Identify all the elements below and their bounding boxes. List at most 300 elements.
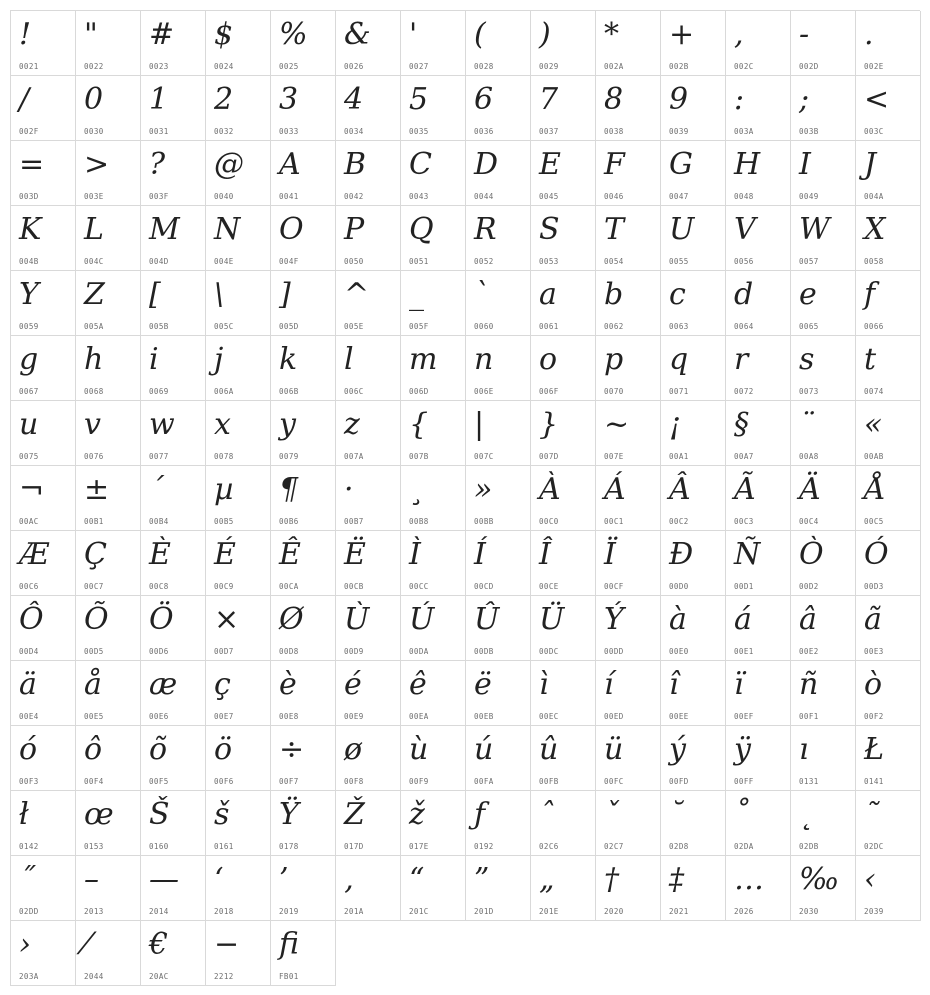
glyph-cell[interactable]: [661, 206, 726, 271]
glyph-cell[interactable]: [596, 791, 661, 856]
glyph-cell[interactable]: [141, 271, 206, 336]
glyph-sample: ‹: [864, 862, 876, 897]
glyph-cell[interactable]: [11, 206, 76, 271]
glyph-sample: :: [734, 82, 745, 117]
glyph-cell[interactable]: [531, 596, 596, 661]
glyph-sample: x: [214, 407, 231, 442]
glyph-cell[interactable]: [856, 401, 921, 466]
codepoint-label: 00CB: [344, 582, 364, 591]
codepoint-label: 00C0: [539, 517, 559, 526]
glyph-cell[interactable]: [596, 531, 661, 596]
glyph-cell[interactable]: [271, 401, 336, 466]
glyph-cell[interactable]: [726, 596, 791, 661]
glyph-cell[interactable]: [531, 141, 596, 206]
glyph-cell[interactable]: [596, 596, 661, 661]
glyph-sample: m: [409, 342, 438, 377]
glyph-cell[interactable]: [336, 856, 401, 921]
glyph-cell[interactable]: [206, 466, 271, 531]
glyph-cell[interactable]: [531, 11, 596, 76]
glyph-cell[interactable]: [466, 856, 531, 921]
glyph-cell[interactable]: [11, 11, 76, 76]
glyph-cell[interactable]: [596, 141, 661, 206]
glyph-cell[interactable]: [401, 141, 466, 206]
glyph-cell[interactable]: [791, 76, 856, 141]
glyph-cell[interactable]: [76, 141, 141, 206]
glyph-sample: ñ: [799, 667, 819, 702]
glyph-cell[interactable]: [531, 856, 596, 921]
codepoint-label: 005E: [344, 322, 364, 331]
codepoint-label: 002E: [864, 62, 884, 71]
glyph-cell[interactable]: [336, 791, 401, 856]
glyph-cell[interactable]: [271, 921, 336, 986]
glyph-cell[interactable]: [206, 856, 271, 921]
glyph-cell[interactable]: [76, 791, 141, 856]
glyph-cell[interactable]: [856, 336, 921, 401]
codepoint-label: 0192: [474, 842, 494, 851]
glyph-sample: Ł: [864, 732, 885, 767]
glyph-cell[interactable]: [271, 466, 336, 531]
glyph-cell[interactable]: [141, 531, 206, 596]
glyph-cell[interactable]: [466, 791, 531, 856]
glyph-cell[interactable]: [791, 141, 856, 206]
glyph-cell[interactable]: [11, 726, 76, 791]
glyph-cell[interactable]: [856, 856, 921, 921]
glyph-cell[interactable]: [336, 271, 401, 336]
codepoint-label: 006F: [539, 387, 559, 396]
codepoint-label: FB01: [279, 972, 299, 981]
glyph-cell[interactable]: [791, 791, 856, 856]
glyph-sample: »: [474, 472, 493, 507]
glyph-cell[interactable]: [206, 921, 271, 986]
glyph-sample: Ž: [344, 797, 365, 832]
glyph-cell[interactable]: [401, 206, 466, 271]
glyph-cell[interactable]: [336, 336, 401, 401]
glyph-cell[interactable]: [141, 791, 206, 856]
glyph-cell[interactable]: [466, 531, 531, 596]
glyph-cell[interactable]: [661, 596, 726, 661]
glyph-cell[interactable]: [596, 856, 661, 921]
glyph-cell[interactable]: [76, 271, 141, 336]
glyph-sample: l: [344, 342, 354, 377]
glyph-cell[interactable]: [271, 596, 336, 661]
glyph-cell[interactable]: [661, 726, 726, 791]
glyph-cell[interactable]: [726, 791, 791, 856]
glyph-cell[interactable]: [76, 11, 141, 76]
glyph-cell[interactable]: [11, 791, 76, 856]
glyph-cell[interactable]: [466, 11, 531, 76]
glyph-cell[interactable]: [661, 401, 726, 466]
glyph-cell[interactable]: [206, 141, 271, 206]
codepoint-label: 00FD: [669, 777, 689, 786]
glyph-sample: Ð: [669, 537, 694, 572]
codepoint-label: 005D: [279, 322, 299, 331]
glyph-sample: /: [19, 82, 30, 117]
glyph-cell[interactable]: [726, 531, 791, 596]
glyph-cell[interactable]: [76, 466, 141, 531]
codepoint-label: 0178: [279, 842, 299, 851]
glyph-cell[interactable]: [791, 206, 856, 271]
codepoint-label: 0035: [409, 127, 429, 136]
glyph-sample: Z: [84, 277, 105, 312]
glyph-cell[interactable]: [76, 661, 141, 726]
codepoint-label: 00E6: [149, 712, 169, 721]
glyph-sample: Š: [149, 797, 170, 832]
glyph-cell[interactable]: [466, 206, 531, 271]
codepoint-label: 00D4: [19, 647, 39, 656]
glyph-cell[interactable]: [596, 76, 661, 141]
glyph-cell[interactable]: [336, 726, 401, 791]
glyph-cell[interactable]: [271, 726, 336, 791]
glyph-cell[interactable]: [791, 401, 856, 466]
glyph-cell[interactable]: [661, 76, 726, 141]
glyph-cell[interactable]: [141, 11, 206, 76]
codepoint-label: 0060: [474, 322, 494, 331]
glyph-cell[interactable]: [271, 791, 336, 856]
glyph-cell[interactable]: [206, 76, 271, 141]
glyph-cell[interactable]: [466, 596, 531, 661]
glyph-cell[interactable]: [271, 76, 336, 141]
codepoint-label: 00D2: [799, 582, 819, 591]
glyph-cell[interactable]: [76, 531, 141, 596]
codepoint-label: 0069: [149, 387, 169, 396]
glyph-cell[interactable]: [531, 466, 596, 531]
codepoint-label: 00AB: [864, 452, 884, 461]
glyph-cell[interactable]: [726, 11, 791, 76]
glyph-cell[interactable]: [466, 661, 531, 726]
glyph-cell[interactable]: [336, 596, 401, 661]
codepoint-label: 0072: [734, 387, 754, 396]
codepoint-label: 004A: [864, 192, 884, 201]
glyph-sample: Ì: [409, 537, 421, 572]
glyph-cell[interactable]: [726, 141, 791, 206]
glyph-cell[interactable]: [531, 76, 596, 141]
glyph-cell[interactable]: [11, 661, 76, 726]
glyph-cell[interactable]: [466, 76, 531, 141]
glyph-cell[interactable]: [856, 11, 921, 76]
glyph-cell[interactable]: [596, 401, 661, 466]
glyph-sample: ƒ: [474, 797, 486, 832]
codepoint-label: 00FA: [474, 777, 494, 786]
glyph-cell[interactable]: [596, 466, 661, 531]
glyph-cell[interactable]: [11, 921, 76, 986]
glyph-cell[interactable]: [76, 726, 141, 791]
glyph-cell[interactable]: [856, 466, 921, 531]
glyph-cell[interactable]: [531, 401, 596, 466]
glyph-cell[interactable]: [726, 401, 791, 466]
glyph-cell[interactable]: [401, 336, 466, 401]
glyph-cell[interactable]: [466, 141, 531, 206]
glyph-cell[interactable]: [596, 726, 661, 791]
codepoint-label: 0052: [474, 257, 494, 266]
glyph-cell[interactable]: [661, 531, 726, 596]
glyph-cell[interactable]: [336, 76, 401, 141]
glyph-cell[interactable]: [336, 11, 401, 76]
glyph-cell[interactable]: [141, 856, 206, 921]
codepoint-label: 02DD: [19, 907, 39, 916]
glyph-cell[interactable]: [206, 661, 271, 726]
glyph-cell[interactable]: [271, 336, 336, 401]
codepoint-label: 003F: [149, 192, 169, 201]
glyph-cell[interactable]: [11, 271, 76, 336]
glyph-sample: F: [604, 147, 625, 182]
glyph-sample: 8: [604, 82, 624, 117]
glyph-cell[interactable]: [726, 661, 791, 726]
codepoint-label: 0066: [864, 322, 884, 331]
codepoint-label: 00B7: [344, 517, 364, 526]
glyph-cell[interactable]: [726, 336, 791, 401]
glyph-sample: ÿ: [734, 732, 751, 767]
glyph-cell[interactable]: [791, 856, 856, 921]
glyph-cell[interactable]: [76, 206, 141, 271]
codepoint-label: 0055: [669, 257, 689, 266]
glyph-cell[interactable]: [141, 596, 206, 661]
glyph-cell[interactable]: [856, 141, 921, 206]
glyph-cell[interactable]: [271, 271, 336, 336]
codepoint-label: 02DB: [799, 842, 819, 851]
glyph-sample: w: [149, 407, 175, 442]
glyph-cell[interactable]: [206, 336, 271, 401]
glyph-cell[interactable]: [11, 531, 76, 596]
glyph-cell[interactable]: [726, 856, 791, 921]
glyph-cell[interactable]: [11, 466, 76, 531]
glyph-cell[interactable]: [401, 856, 466, 921]
glyph-sample: Y: [19, 277, 39, 312]
glyph-cell[interactable]: [11, 336, 76, 401]
codepoint-label: 007A: [344, 452, 364, 461]
glyph-cell[interactable]: [271, 141, 336, 206]
glyph-cell[interactable]: [856, 206, 921, 271]
glyph-sample: Á: [604, 472, 626, 507]
glyph-cell[interactable]: [76, 76, 141, 141]
glyph-cell[interactable]: [141, 921, 206, 986]
glyph-sample: e: [799, 277, 817, 312]
glyph-cell[interactable]: [856, 531, 921, 596]
glyph-cell[interactable]: [596, 336, 661, 401]
glyph-cell[interactable]: [466, 271, 531, 336]
glyph-sample: î: [669, 667, 679, 702]
glyph-sample: ±: [84, 472, 110, 507]
glyph-cell[interactable]: [791, 661, 856, 726]
codepoint-label: 0161: [214, 842, 234, 851]
glyph-cell[interactable]: [726, 271, 791, 336]
glyph-sample: ?: [149, 147, 166, 182]
glyph-cell[interactable]: [531, 336, 596, 401]
glyph-cell[interactable]: [11, 856, 76, 921]
codepoint-label: 201E: [539, 907, 559, 916]
glyph-cell[interactable]: [336, 466, 401, 531]
codepoint-label: 0056: [734, 257, 754, 266]
glyph-cell[interactable]: [141, 661, 206, 726]
glyph-cell[interactable]: [856, 726, 921, 791]
glyph-cell[interactable]: [791, 726, 856, 791]
glyph-cell[interactable]: [856, 271, 921, 336]
glyph-cell[interactable]: [271, 531, 336, 596]
glyph-cell[interactable]: [401, 11, 466, 76]
glyph-sample: ˛: [799, 797, 814, 832]
glyph-sample: û: [539, 732, 559, 767]
glyph-cell[interactable]: [661, 141, 726, 206]
glyph-cell[interactable]: [206, 11, 271, 76]
codepoint-label: 006B: [279, 387, 299, 396]
codepoint-label: 0059: [19, 322, 39, 331]
glyph-cell[interactable]: [661, 11, 726, 76]
codepoint-label: 00C1: [604, 517, 624, 526]
glyph-cell[interactable]: [401, 401, 466, 466]
glyph-cell[interactable]: [11, 596, 76, 661]
glyph-cell[interactable]: [271, 206, 336, 271]
glyph-cell[interactable]: [206, 596, 271, 661]
glyph-cell[interactable]: [531, 726, 596, 791]
glyph-sample: a: [539, 277, 557, 312]
glyph-cell[interactable]: [531, 531, 596, 596]
glyph-cell[interactable]: [336, 206, 401, 271]
glyph-cell[interactable]: [271, 856, 336, 921]
glyph-cell[interactable]: [141, 726, 206, 791]
glyph-cell[interactable]: [596, 206, 661, 271]
glyph-cell[interactable]: [141, 206, 206, 271]
glyph-cell[interactable]: [401, 596, 466, 661]
glyph-cell[interactable]: [466, 401, 531, 466]
glyph-cell[interactable]: [206, 726, 271, 791]
glyph-cell[interactable]: [336, 531, 401, 596]
glyph-sample: ê: [409, 667, 427, 702]
glyph-cell[interactable]: [76, 336, 141, 401]
glyph-cell[interactable]: [76, 856, 141, 921]
codepoint-label: 003E: [84, 192, 104, 201]
glyph-sample: Ÿ: [279, 797, 299, 832]
glyph-cell[interactable]: [141, 141, 206, 206]
glyph-cell[interactable]: [206, 531, 271, 596]
glyph-cell[interactable]: [271, 661, 336, 726]
glyph-cell[interactable]: [466, 466, 531, 531]
glyph-cell[interactable]: [336, 141, 401, 206]
glyph-cell[interactable]: [141, 466, 206, 531]
glyph-cell[interactable]: [11, 76, 76, 141]
glyph-cell[interactable]: [401, 531, 466, 596]
glyph-cell[interactable]: [596, 11, 661, 76]
glyph-sample: ù: [409, 732, 429, 767]
glyph-cell[interactable]: [856, 661, 921, 726]
glyph-cell[interactable]: [531, 271, 596, 336]
codepoint-label: 2019: [279, 907, 299, 916]
glyph-cell[interactable]: [336, 661, 401, 726]
codepoint-label: 00F2: [864, 712, 884, 721]
codepoint-label: 0054: [604, 257, 624, 266]
codepoint-label: 20AC: [149, 972, 169, 981]
codepoint-label: 00C5: [864, 517, 884, 526]
glyph-cell[interactable]: [401, 661, 466, 726]
glyph-cell[interactable]: [791, 11, 856, 76]
codepoint-label: 00E7: [214, 712, 234, 721]
glyph-cell[interactable]: [401, 271, 466, 336]
glyph-cell[interactable]: [791, 336, 856, 401]
glyph-cell[interactable]: [76, 401, 141, 466]
codepoint-label: 2020: [604, 907, 624, 916]
glyph-cell[interactable]: [661, 661, 726, 726]
glyph-cell[interactable]: [206, 401, 271, 466]
glyph-sample: Å: [864, 472, 886, 507]
glyph-sample: S: [539, 212, 560, 247]
glyph-sample: Ä: [799, 472, 821, 507]
glyph-cell[interactable]: [661, 271, 726, 336]
glyph-cell[interactable]: [401, 76, 466, 141]
glyph-sample: p: [604, 342, 624, 377]
codepoint-label: 00EA: [409, 712, 429, 721]
glyph-cell[interactable]: [531, 661, 596, 726]
glyph-cell[interactable]: [726, 726, 791, 791]
glyph-sample: X: [864, 212, 886, 247]
codepoint-label: 00F4: [84, 777, 104, 786]
glyph-cell[interactable]: [141, 76, 206, 141]
glyph-cell[interactable]: [856, 76, 921, 141]
glyph-cell[interactable]: [76, 921, 141, 986]
codepoint-label: 007D: [539, 452, 559, 461]
codepoint-label: 00ED: [604, 712, 624, 721]
glyph-cell[interactable]: [856, 791, 921, 856]
codepoint-label: 00D1: [734, 582, 754, 591]
glyph-sample: M: [149, 212, 180, 247]
glyph-cell[interactable]: [596, 271, 661, 336]
glyph-cell[interactable]: [206, 206, 271, 271]
glyph-sample: ã: [864, 602, 882, 637]
glyph-cell[interactable]: [531, 206, 596, 271]
codepoint-label: 0030: [84, 127, 104, 136]
glyph-sample: (: [474, 17, 486, 52]
glyph-sample: ,: [734, 17, 744, 52]
codepoint-label: 00C6: [19, 582, 39, 591]
glyph-cell[interactable]: [401, 466, 466, 531]
glyph-cell[interactable]: [401, 726, 466, 791]
glyph-sample: Ú: [409, 602, 435, 637]
glyph-cell[interactable]: [531, 791, 596, 856]
glyph-cell[interactable]: [271, 11, 336, 76]
glyph-sample: >: [84, 147, 110, 182]
glyph-cell[interactable]: [206, 791, 271, 856]
glyph-cell[interactable]: [661, 466, 726, 531]
codepoint-label: 2044: [84, 972, 104, 981]
glyph-cell[interactable]: [726, 206, 791, 271]
glyph-cell[interactable]: [791, 531, 856, 596]
glyph-cell[interactable]: [661, 791, 726, 856]
glyph-cell[interactable]: [661, 336, 726, 401]
glyph-cell[interactable]: [661, 856, 726, 921]
glyph-cell[interactable]: [856, 596, 921, 661]
glyph-cell[interactable]: [791, 271, 856, 336]
codepoint-label: 017E: [409, 842, 429, 851]
glyph-cell[interactable]: [791, 596, 856, 661]
glyph-cell[interactable]: [141, 401, 206, 466]
glyph-cell[interactable]: [206, 271, 271, 336]
glyph-cell[interactable]: [11, 401, 76, 466]
glyph-cell[interactable]: [466, 726, 531, 791]
glyph-cell[interactable]: [726, 76, 791, 141]
glyph-cell[interactable]: [336, 401, 401, 466]
glyph-sample: t: [864, 342, 877, 377]
glyph-cell[interactable]: [401, 791, 466, 856]
glyph-cell[interactable]: [466, 336, 531, 401]
glyph-cell[interactable]: [596, 661, 661, 726]
glyph-sample: …: [734, 862, 764, 897]
codepoint-label: 00DA: [409, 647, 429, 656]
glyph-cell[interactable]: [726, 466, 791, 531]
glyph-cell[interactable]: [141, 336, 206, 401]
glyph-cell[interactable]: [76, 596, 141, 661]
glyph-cell[interactable]: [791, 466, 856, 531]
glyph-sample: ˝: [19, 862, 34, 897]
glyph-sample: ˆ: [539, 797, 554, 832]
glyph-cell[interactable]: [11, 141, 76, 206]
glyph-sample: o: [539, 342, 558, 377]
